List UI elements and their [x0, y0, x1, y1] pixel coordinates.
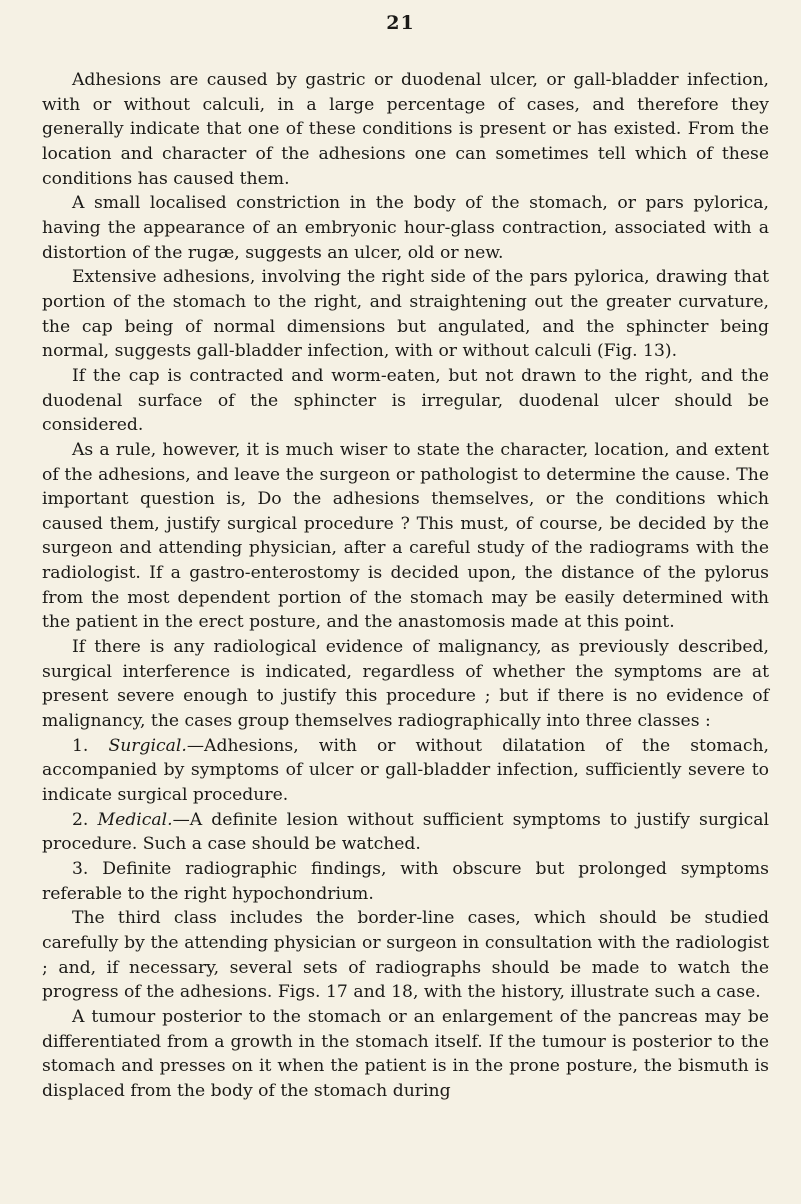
class-description: Definite radiographic findings, with obscure but prolonged symptoms referable to the right hypochondrium.: [42, 859, 769, 904]
class-item-third: [42, 857, 769, 906]
class-number: 1.: [72, 735, 89, 756]
paragraph: A small localised constriction in the body of the stomach, or pars pylorica, having the appearance of an embryonic hour-glass contraction, associated with a distortion of the rugæ, suggests an ulcer, old or new.: [42, 193, 769, 263]
class-term: Surgical.: [108, 735, 187, 756]
class-number: 2.: [72, 809, 89, 830]
class-term: Medical.: [97, 809, 173, 830]
class-number: 3.: [72, 859, 89, 879]
paragraph: If the cap is contracted and worm-eaten, but not drawn to the right, and the duodenal surface of the sphincter is irregular, duodenal ulcer should be considered.: [42, 365, 769, 436]
paragraph: The third class includes the border-line cases, which should be studied carefully by the attending physician or surgeon in consultation with the radiologist ; and, if necessary, several sets of radiographs should be made to watch the progress of the adhesions. Figs. 17 and 18, with the history, illustrate such a case.: [42, 908, 769, 1003]
paragraph: If there is any radiological evidence of malignancy, as previously described, surgical interference is indicated, regardless of whether the symptoms are at present severe enough to justify this procedure ; but if there is no evidence of malignancy, the cases group themselves radiographically into three classes :: [42, 637, 769, 732]
body-text: [42, 68, 769, 1104]
paragraph: Extensive adhesions, involving the right side of the pars pylorica, drawing that portion of the stomach to the right, and straightening out the greater curvature, the cap being of normal dimensions but angulated, and the sphincter being normal, suggests gall-bladder infection, with or without calculi (Fig. 13).: [42, 267, 769, 362]
class-item-surgical: [42, 734, 769, 808]
page-number: 21: [386, 12, 415, 34]
paragraph: Adhesions are caused by gastric or duodenal ulcer, or gall-bladder infection, with or without calculi, in a large percentage of cases, and therefore they generally indicate that one of these conditions is present or has existed. From the location and character of the adhesions one can sometimes tell which of these conditions has caused them.: [42, 70, 769, 189]
paragraph: A tumour posterior to the stomach or an enlargement of the pancreas may be differentiated from a growth in the stomach itself. If the tumour is posterior to the stomach and presses on it when the patient is in the prone posture, the bismuth is displaced from the body of the stomach during: [42, 1006, 769, 1101]
paragraph: As a rule, however, it is much wiser to state the character, location, and extent of the adhesions, and leave the surgeon or pathologist to determine the cause. The important question is, Do the adhesions themselves, or the conditions which caused them, justify surgical procedure ? This must, of course, be decided by the surgeon and attending physician, after a careful study of the radiograms with the radiologist. If a gastro-enterostomy is decided upon, the distance of the pylorus from the most dependent portion of the stomach may be easily determined with the patient in the erect posture, and the anastomosis made at this point.: [42, 439, 769, 633]
class-item-medical: [42, 808, 769, 857]
class-description: —A definite lesion without sufficient symptoms to justify surgical procedure. Such a case should be watched.: [42, 809, 769, 855]
class-description: —Adhesions, with or without dilatation of the stomach, accompanied by symptoms of ulcer or gall-bladder infection, sufficiently severe to indicate surgical procedure.: [42, 735, 769, 806]
